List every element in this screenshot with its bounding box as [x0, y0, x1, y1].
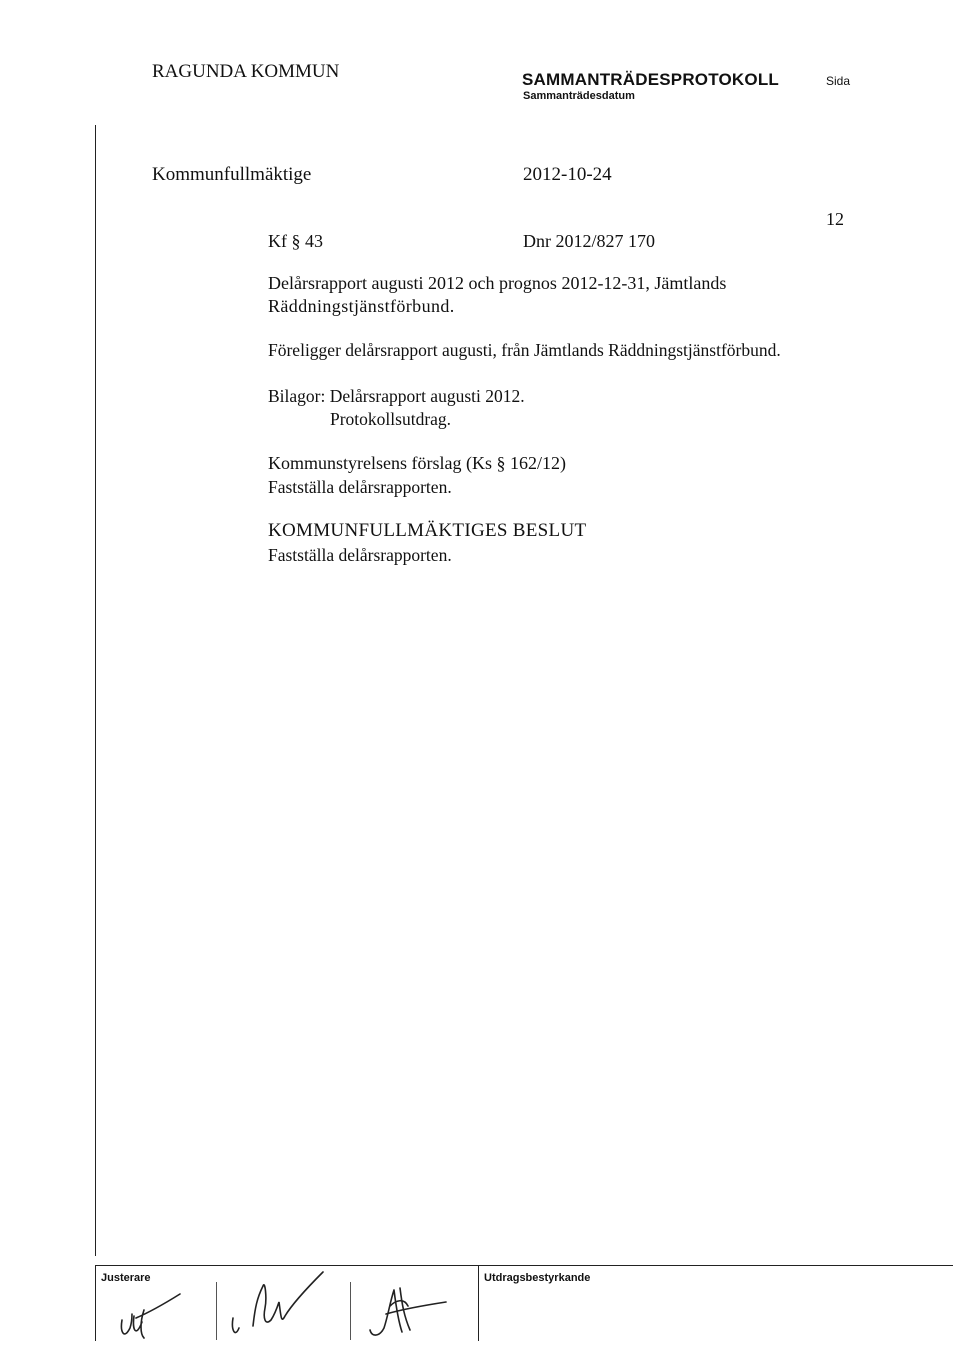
footer-top-rule — [95, 1265, 953, 1266]
proposal-heading: Kommunstyrelsens förslag (Ks § 162/12) — [268, 453, 566, 473]
decision-heading: KOMMUNFULLMÄKTIGES BESLUT — [268, 520, 587, 541]
subject-line-1: Delårsrapport augusti 2012 och prognos 2012-12-31, Jämtlands — [268, 273, 727, 293]
meeting-date: 2012-10-24 — [523, 164, 612, 185]
attachments-line-1: Bilagor: Delårsrapport augusti 2012. — [268, 386, 525, 406]
subject-line-2: Räddningstjänstförbund. — [268, 296, 455, 316]
signature-initials-1 — [110, 1280, 190, 1342]
footer-left-rule — [95, 1265, 96, 1341]
footer-divider-rule — [478, 1265, 479, 1341]
signature-separator-2 — [350, 1282, 351, 1340]
signature-separator-1 — [216, 1282, 217, 1340]
municipality-name: RAGUNDA KOMMUN — [152, 61, 340, 82]
decision-text: Fastställa delårsrapporten. — [268, 545, 452, 565]
paragraph-reference: Kf § 43 — [268, 231, 323, 251]
signature-initials-2 — [225, 1268, 335, 1344]
page-number: 12 — [826, 209, 844, 229]
meeting-body-name: Kommunfullmäktige — [152, 164, 312, 185]
intro-text: Föreligger delårsrapport augusti, från Jämtlands Räddningstjänstförbund. — [268, 340, 781, 360]
page-label: Sida — [826, 74, 851, 88]
left-margin-rule — [95, 125, 96, 1256]
protocol-title: SAMMANTRÄDESPROTOKOLL — [522, 70, 779, 89]
signature-initials-3 — [360, 1276, 460, 1344]
certified-label: Utdragsbestyrkande — [484, 1272, 591, 1284]
proposal-text: Fastställa delårsrapporten. — [268, 477, 452, 497]
attachments-line-2: Protokollsutdrag. — [330, 409, 452, 429]
case-number: Dnr 2012/827 170 — [523, 231, 655, 251]
adjusters-label: Justerare — [101, 1272, 151, 1284]
meeting-date-label: Sammanträdesdatum — [523, 90, 635, 102]
